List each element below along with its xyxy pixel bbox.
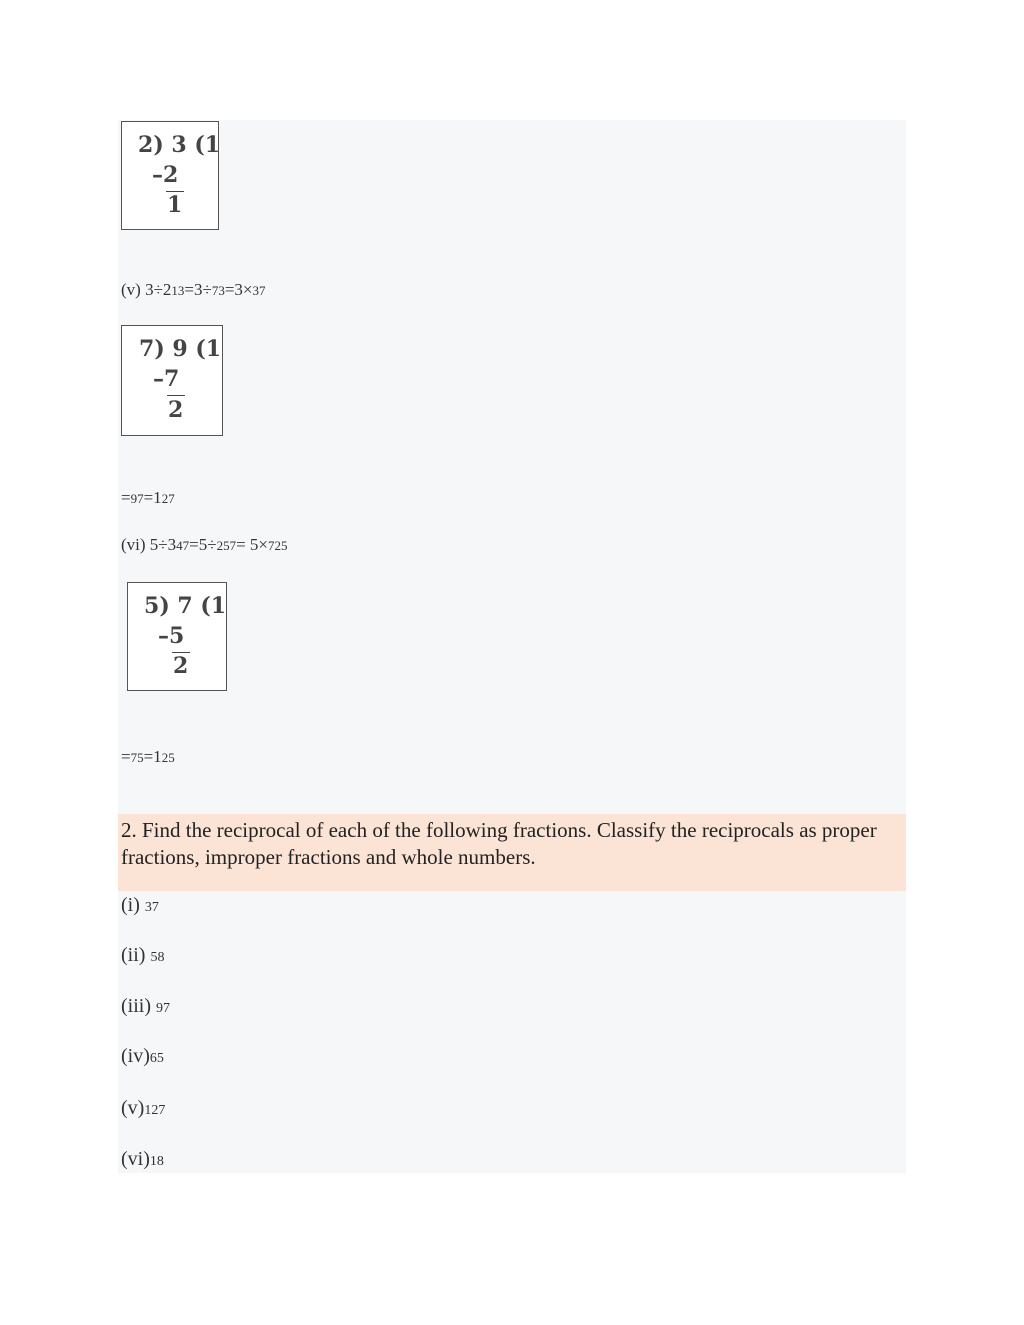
item-iv: (iv)65: [121, 1045, 164, 1067]
quotient: 1: [210, 593, 227, 619]
step-vi-result: =75=125: [121, 747, 175, 766]
step-vi: (vi) 5÷347=5÷257= 5×725: [121, 535, 288, 554]
item-ii: (ii) 58: [121, 944, 165, 966]
content-panel: [118, 120, 906, 1173]
quotient: 1: [204, 132, 221, 158]
dividend: 3: [171, 132, 187, 158]
step-v-result: =97=127: [121, 488, 175, 507]
item-i: (i) 37: [121, 894, 159, 916]
dividend: 9: [172, 336, 188, 362]
subtrahend: 7: [164, 366, 180, 392]
subtraction-line: [167, 395, 185, 396]
subtrahend: 5: [169, 623, 185, 649]
item-iii: (iii) 97: [121, 995, 170, 1017]
divisor: 5: [144, 593, 160, 619]
subtrahend: 2: [163, 162, 179, 188]
dividend: 7: [177, 593, 193, 619]
question-text: 2. Find the reciprocal of each of the following fractions. Classify the reciprocals as proper fractions, improper fractions and whole numbers.: [121, 818, 877, 869]
divisor: 7: [139, 336, 155, 362]
remainder: 2: [168, 397, 184, 423]
item-vi: (vi)18: [121, 1148, 164, 1170]
item-v: (v)127: [121, 1097, 166, 1119]
question-box: [118, 814, 906, 891]
divisor: 2: [138, 132, 154, 158]
step-v: (v) 3÷213=3÷73=3×37: [121, 280, 266, 299]
remainder: 1: [167, 192, 183, 218]
division-box-1: 2) 3 (1 –2 1: [121, 121, 219, 230]
division-box-3: 5) 7 (1 –5 2: [127, 582, 227, 691]
remainder: 2: [173, 653, 189, 679]
division-box-2: 7) 9 (1 –7 2: [121, 325, 223, 436]
quotient: 1: [205, 336, 222, 362]
